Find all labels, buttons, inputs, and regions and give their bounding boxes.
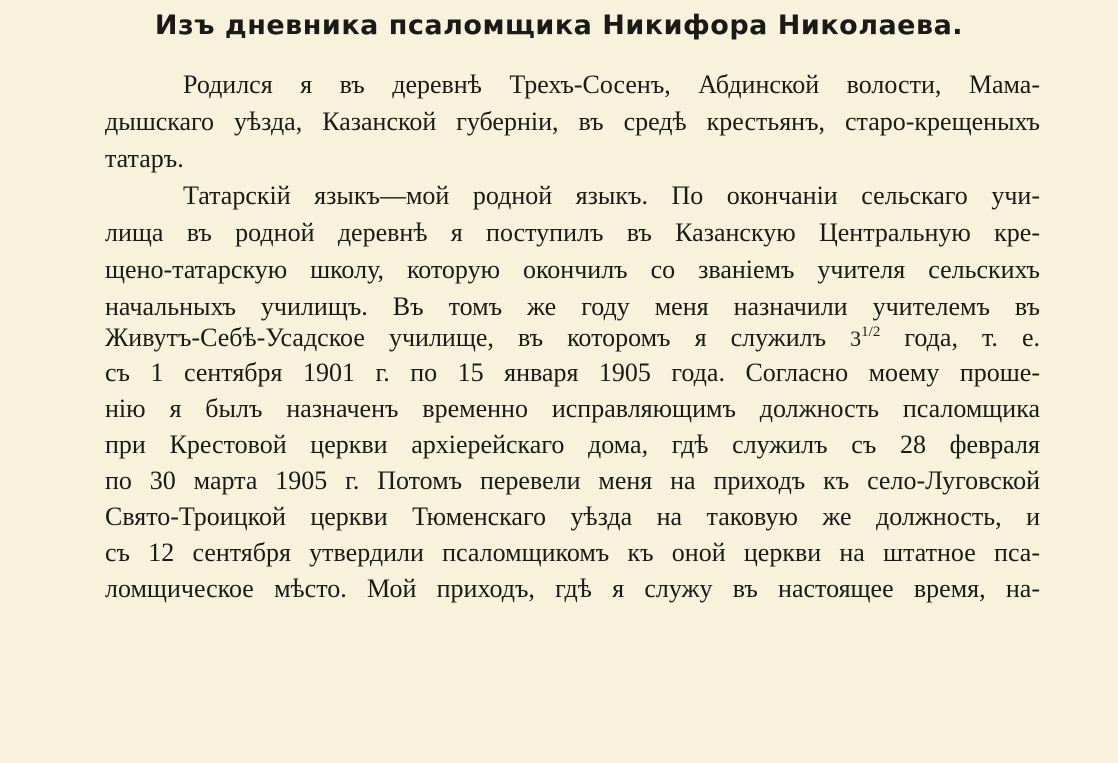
paragraph-2-line-3: щено-татарскую школу, которую окончилъ со званіемъ учителя сельскихъ (105, 255, 1040, 284)
paragraph-1-line-3: татаръ. (105, 144, 184, 173)
paragraph-2-line-11: съ 12 сентября утвердили псаломщикомъ къ оной церкви на штатное пса- (105, 538, 1040, 567)
term-whole-number: 3 (850, 326, 862, 351)
paragraph-2-line-4: начальныхъ училищъ. Въ томъ же году меня назначили учителемъ въ (105, 292, 1040, 321)
paragraph-2-line-10: Свято-Троицкой церкви Тюменскаго уѣзда на таковую же должность, и (105, 502, 1040, 531)
term-fraction: 1/2 (861, 324, 881, 340)
paragraph-2-line-6: съ 1 сентября 1901 г. по 15 января 1905 года. Согласно моему проше- (105, 358, 1040, 387)
document-title: Изъ дневника псаломщика Никифора Николаева. (154, 10, 964, 41)
paragraph-2-line-2: лища въ родной деревнѣ я поступилъ въ Казанскую Центральную кре- (105, 218, 1040, 247)
term-tail-text: года, т. е. (904, 323, 1041, 352)
paragraph-1-line-1: Родился я въ деревнѣ Трехъ-Сосенъ, Абдинской волости, Мама- (183, 70, 1040, 99)
paragraph-2-line-1: Татарскій языкъ—мой родной языкъ. По окончаніи сельскаго учи- (183, 181, 1040, 210)
paragraph-1-line-2: дышскаго уѣзда, Казанской губерніи, въ средѣ крестьянъ, старо-крещеныхъ (105, 107, 1040, 136)
paragraph-2-line-5 (105, 320, 1040, 357)
paragraph-2-line-9: по 30 марта 1905 г. Потомъ перевели меня на приходъ къ село-Луговской (105, 466, 1040, 495)
paragraph-2-line-12: ломщическое мѣсто. Мой приходъ, гдѣ я служу въ настоящее время, на- (105, 574, 1040, 603)
paragraph-2-line-5-text: Живутъ-Себѣ-Усадское училище, въ которомъ я служилъ (105, 323, 827, 352)
paragraph-2-line-8: при Крестовой церкви архіерейскаго дома, гдѣ служилъ съ 28 февраля (105, 430, 1040, 459)
paragraph-2-line-7: нію я былъ назначенъ временно исправляющимъ должность псаломщика (105, 394, 1040, 423)
